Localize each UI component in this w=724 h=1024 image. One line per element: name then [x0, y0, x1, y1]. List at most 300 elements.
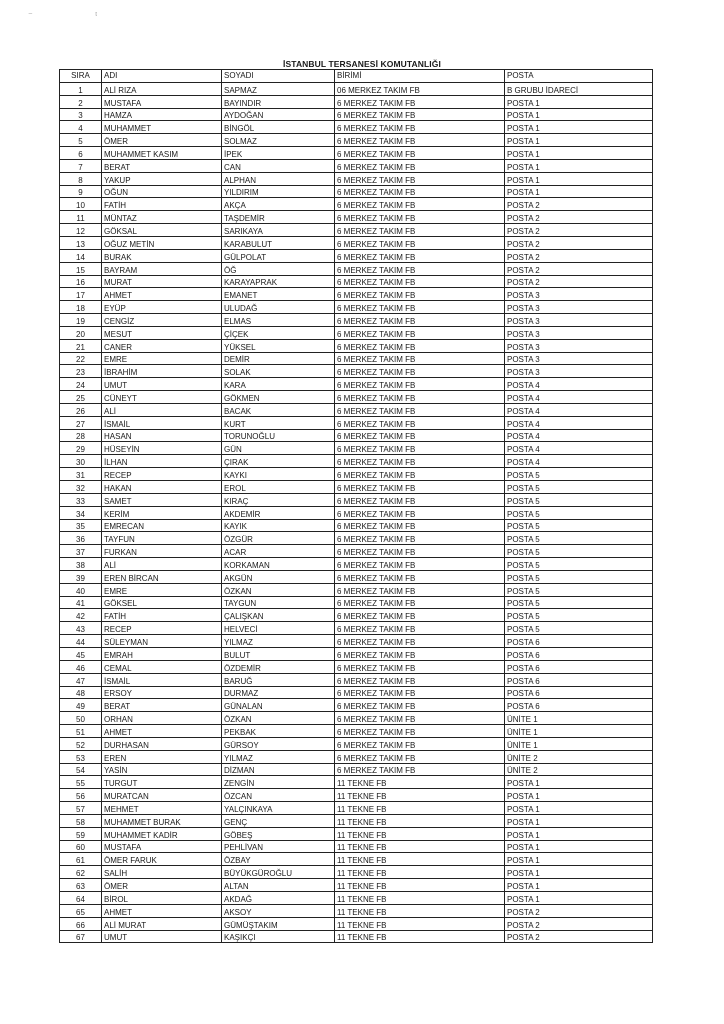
cell-birimi: 6 MERKEZ TAKIM FB — [335, 635, 505, 648]
cell-sira: 52 — [60, 737, 102, 750]
table-row — [60, 583, 653, 596]
cell-adi: MUHAMMET BURAK — [102, 814, 222, 827]
cell-soyadi: GÜLPOLAT — [222, 249, 335, 262]
cell-adi: BERAT — [102, 159, 222, 172]
cell-posta: POSTA 5 — [505, 609, 653, 622]
table-row — [60, 814, 653, 827]
table-row — [60, 249, 653, 262]
scan-marks: ⁻ ᵗ — [28, 10, 128, 20]
table-row — [60, 134, 653, 147]
cell-birimi: 6 MERKEZ TAKIM FB — [335, 673, 505, 686]
table-row — [60, 275, 653, 288]
cell-soyadi: AKDAĞ — [222, 892, 335, 905]
cell-soyadi: KURT — [222, 416, 335, 429]
cell-sira: 24 — [60, 378, 102, 391]
cell-adi: CANER — [102, 339, 222, 352]
cell-sira: 33 — [60, 493, 102, 506]
cell-birimi: 11 TEKNE FB — [335, 930, 505, 943]
cell-soyadi: YALÇINKAYA — [222, 802, 335, 815]
cell-posta: POSTA 1 — [505, 827, 653, 840]
cell-soyadi: GÜRSOY — [222, 737, 335, 750]
cell-soyadi: ÖZGÜR — [222, 532, 335, 545]
cell-sira: 65 — [60, 904, 102, 917]
cell-sira: 66 — [60, 917, 102, 930]
cell-birimi: 11 TEKNE FB — [335, 802, 505, 815]
table-row — [60, 622, 653, 635]
header-birimi: BİRİMİ — [335, 70, 505, 83]
cell-soyadi: KARA — [222, 378, 335, 391]
table-row — [60, 532, 653, 545]
cell-soyadi: TORUNOĞLU — [222, 429, 335, 442]
cell-adi: TAYFUN — [102, 532, 222, 545]
cell-sira: 10 — [60, 198, 102, 211]
cell-adi: GÖKSEL — [102, 596, 222, 609]
cell-soyadi: AYDOĞAN — [222, 108, 335, 121]
cell-soyadi: ÇİÇEK — [222, 326, 335, 339]
cell-posta: POSTA 2 — [505, 236, 653, 249]
cell-posta: POSTA 5 — [505, 532, 653, 545]
cell-posta: POSTA 4 — [505, 429, 653, 442]
cell-soyadi: GÜN — [222, 442, 335, 455]
cell-adi: HASAN — [102, 429, 222, 442]
table-row — [60, 314, 653, 327]
cell-sira: 11 — [60, 211, 102, 224]
cell-adi: MURAT — [102, 275, 222, 288]
cell-soyadi: ÇIRAK — [222, 455, 335, 468]
cell-adi: İSMAİL — [102, 416, 222, 429]
cell-sira: 38 — [60, 558, 102, 571]
cell-posta: POSTA 5 — [505, 468, 653, 481]
cell-sira: 32 — [60, 481, 102, 494]
cell-adi: İSMAİL — [102, 673, 222, 686]
cell-posta: POSTA 6 — [505, 635, 653, 648]
cell-soyadi: KAŞIKÇI — [222, 930, 335, 943]
cell-posta: POSTA 2 — [505, 224, 653, 237]
cell-adi: ÖMER — [102, 134, 222, 147]
cell-adi: MUHAMMET KADİR — [102, 827, 222, 840]
cell-birimi: 6 MERKEZ TAKIM FB — [335, 481, 505, 494]
cell-adi: BAYRAM — [102, 262, 222, 275]
cell-birimi: 6 MERKEZ TAKIM FB — [335, 596, 505, 609]
cell-sira: 18 — [60, 301, 102, 314]
cell-posta: POSTA 3 — [505, 352, 653, 365]
cell-posta: POSTA 5 — [505, 481, 653, 494]
cell-soyadi: YILDIRIM — [222, 185, 335, 198]
cell-soyadi: GÖBEŞ — [222, 827, 335, 840]
cell-adi: YASİN — [102, 763, 222, 776]
cell-posta: ÜNİTE 1 — [505, 712, 653, 725]
cell-sira: 12 — [60, 224, 102, 237]
table-row — [60, 224, 653, 237]
cell-birimi: 6 MERKEZ TAKIM FB — [335, 532, 505, 545]
personnel-table — [59, 69, 653, 943]
cell-posta: POSTA 6 — [505, 660, 653, 673]
cell-sira: 55 — [60, 776, 102, 789]
cell-birimi: 11 TEKNE FB — [335, 789, 505, 802]
cell-adi: EREN BİRCAN — [102, 570, 222, 583]
cell-adi: AHMET — [102, 288, 222, 301]
cell-sira: 14 — [60, 249, 102, 262]
cell-sira: 4 — [60, 121, 102, 134]
cell-soyadi: BARUĞ — [222, 673, 335, 686]
cell-adi: UMUT — [102, 378, 222, 391]
cell-adi: MUHAMMET — [102, 121, 222, 134]
cell-sira: 60 — [60, 840, 102, 853]
table-row — [60, 185, 653, 198]
cell-soyadi: SOLMAZ — [222, 134, 335, 147]
cell-sira: 26 — [60, 403, 102, 416]
cell-adi: ALİ MURAT — [102, 917, 222, 930]
cell-posta: POSTA 2 — [505, 917, 653, 930]
table-row — [60, 750, 653, 763]
cell-adi: ÖMER FARUK — [102, 853, 222, 866]
cell-soyadi: ALPHAN — [222, 172, 335, 185]
cell-posta: POSTA 1 — [505, 853, 653, 866]
cell-soyadi: ÖZKAN — [222, 583, 335, 596]
cell-sira: 6 — [60, 147, 102, 160]
cell-sira: 59 — [60, 827, 102, 840]
cell-posta: POSTA 4 — [505, 378, 653, 391]
cell-adi: MESUT — [102, 326, 222, 339]
cell-adi: GÖKSAL — [102, 224, 222, 237]
table-row — [60, 673, 653, 686]
cell-adi: MUSTAFA — [102, 840, 222, 853]
cell-adi: ERSOY — [102, 686, 222, 699]
cell-posta: POSTA 6 — [505, 699, 653, 712]
cell-adi: TURGUT — [102, 776, 222, 789]
table-row — [60, 789, 653, 802]
cell-sira: 53 — [60, 750, 102, 763]
cell-adi: ALİ — [102, 558, 222, 571]
cell-birimi: 6 MERKEZ TAKIM FB — [335, 660, 505, 673]
cell-birimi: 6 MERKEZ TAKIM FB — [335, 326, 505, 339]
cell-sira: 62 — [60, 866, 102, 879]
cell-adi: SALİH — [102, 866, 222, 879]
cell-adi: EMRAH — [102, 647, 222, 660]
cell-birimi: 6 MERKEZ TAKIM FB — [335, 725, 505, 738]
cell-sira: 2 — [60, 95, 102, 108]
cell-adi: BERAT — [102, 699, 222, 712]
cell-posta: POSTA 5 — [505, 583, 653, 596]
cell-adi: FATİH — [102, 609, 222, 622]
cell-birimi: 6 MERKEZ TAKIM FB — [335, 763, 505, 776]
cell-birimi: 6 MERKEZ TAKIM FB — [335, 121, 505, 134]
cell-posta: POSTA 6 — [505, 686, 653, 699]
cell-posta: POSTA 1 — [505, 840, 653, 853]
cell-sira: 50 — [60, 712, 102, 725]
cell-posta: POSTA 3 — [505, 288, 653, 301]
cell-posta: ÜNİTE 1 — [505, 725, 653, 738]
table-row — [60, 827, 653, 840]
cell-adi: ORHAN — [102, 712, 222, 725]
cell-adi: ALİ — [102, 403, 222, 416]
cell-posta: POSTA 3 — [505, 326, 653, 339]
cell-birimi: 6 MERKEZ TAKIM FB — [335, 339, 505, 352]
cell-posta: POSTA 5 — [505, 545, 653, 558]
cell-soyadi: KARABULUT — [222, 236, 335, 249]
cell-soyadi: HELVECİ — [222, 622, 335, 635]
cell-soyadi: BULUT — [222, 647, 335, 660]
cell-posta: POSTA 5 — [505, 493, 653, 506]
cell-birimi: 11 TEKNE FB — [335, 853, 505, 866]
cell-sira: 44 — [60, 635, 102, 648]
page-title: İSTANBUL TERSANESİ KOMUTANLIĞI — [283, 59, 441, 69]
cell-birimi: 6 MERKEZ TAKIM FB — [335, 134, 505, 147]
cell-adi: SAMET — [102, 493, 222, 506]
cell-adi: SÜLEYMAN — [102, 635, 222, 648]
table-row — [60, 660, 653, 673]
cell-birimi: 6 MERKEZ TAKIM FB — [335, 249, 505, 262]
cell-soyadi: KIRAÇ — [222, 493, 335, 506]
cell-soyadi: KARAYAPRAK — [222, 275, 335, 288]
cell-soyadi: BAYINDIR — [222, 95, 335, 108]
cell-birimi: 6 MERKEZ TAKIM FB — [335, 172, 505, 185]
cell-soyadi: GÜNALAN — [222, 699, 335, 712]
cell-posta: POSTA 4 — [505, 391, 653, 404]
cell-birimi: 06 MERKEZ TAKIM FB — [335, 82, 505, 95]
cell-sira: 3 — [60, 108, 102, 121]
cell-posta: POSTA 6 — [505, 673, 653, 686]
cell-posta: POSTA 2 — [505, 249, 653, 262]
table-row — [60, 121, 653, 134]
table-row — [60, 493, 653, 506]
cell-soyadi: DİZMAN — [222, 763, 335, 776]
cell-sira: 7 — [60, 159, 102, 172]
cell-adi: MUSTAFA — [102, 95, 222, 108]
cell-adi: BURAK — [102, 249, 222, 262]
cell-sira: 47 — [60, 673, 102, 686]
header-soyadi: SOYADI — [222, 70, 335, 83]
cell-soyadi: AKSOY — [222, 904, 335, 917]
cell-birimi: 6 MERKEZ TAKIM FB — [335, 159, 505, 172]
cell-sira: 64 — [60, 892, 102, 905]
cell-soyadi: DURMAZ — [222, 686, 335, 699]
cell-sira: 58 — [60, 814, 102, 827]
cell-posta: ÜNİTE 2 — [505, 750, 653, 763]
cell-posta: POSTA 4 — [505, 403, 653, 416]
cell-posta: POSTA 1 — [505, 134, 653, 147]
cell-birimi: 6 MERKEZ TAKIM FB — [335, 236, 505, 249]
cell-posta: POSTA 1 — [505, 108, 653, 121]
cell-soyadi: KAYIK — [222, 519, 335, 532]
cell-adi: OĞUN — [102, 185, 222, 198]
cell-adi: EMRE — [102, 583, 222, 596]
cell-birimi: 6 MERKEZ TAKIM FB — [335, 403, 505, 416]
header-sira: SIRA — [60, 70, 102, 83]
cell-sira: 51 — [60, 725, 102, 738]
cell-soyadi: BÜYÜKGÜROĞLU — [222, 866, 335, 879]
cell-posta: POSTA 4 — [505, 442, 653, 455]
cell-sira: 29 — [60, 442, 102, 455]
cell-adi: HAKAN — [102, 481, 222, 494]
cell-posta: POSTA 1 — [505, 892, 653, 905]
cell-birimi: 6 MERKEZ TAKIM FB — [335, 545, 505, 558]
cell-sira: 39 — [60, 570, 102, 583]
cell-adi: EREN — [102, 750, 222, 763]
cell-birimi: 6 MERKEZ TAKIM FB — [335, 570, 505, 583]
table-row — [60, 635, 653, 648]
header-adi: ADI — [102, 70, 222, 83]
cell-birimi: 11 TEKNE FB — [335, 879, 505, 892]
table-row — [60, 442, 653, 455]
table-row — [60, 866, 653, 879]
table-row — [60, 647, 653, 660]
cell-soyadi: SAPMAZ — [222, 82, 335, 95]
cell-adi: AHMET — [102, 725, 222, 738]
cell-soyadi: CAN — [222, 159, 335, 172]
cell-birimi: 6 MERKEZ TAKIM FB — [335, 583, 505, 596]
cell-sira: 21 — [60, 339, 102, 352]
cell-birimi: 6 MERKEZ TAKIM FB — [335, 622, 505, 635]
table-row — [60, 468, 653, 481]
cell-adi: DURHASAN — [102, 737, 222, 750]
cell-adi: EYÜP — [102, 301, 222, 314]
cell-sira: 9 — [60, 185, 102, 198]
cell-birimi: 11 TEKNE FB — [335, 892, 505, 905]
table-row — [60, 506, 653, 519]
cell-soyadi: GENÇ — [222, 814, 335, 827]
cell-soyadi: SARIKAYA — [222, 224, 335, 237]
table-row — [60, 352, 653, 365]
table-row — [60, 339, 653, 352]
table-row — [60, 236, 653, 249]
cell-birimi: 6 MERKEZ TAKIM FB — [335, 712, 505, 725]
cell-posta: POSTA 1 — [505, 814, 653, 827]
cell-adi: MEHMET — [102, 802, 222, 815]
cell-birimi: 6 MERKEZ TAKIM FB — [335, 468, 505, 481]
table-row — [60, 262, 653, 275]
cell-posta: POSTA 1 — [505, 172, 653, 185]
cell-birimi: 11 TEKNE FB — [335, 840, 505, 853]
table-row — [60, 108, 653, 121]
cell-posta: POSTA 3 — [505, 339, 653, 352]
cell-soyadi: KAYKI — [222, 468, 335, 481]
cell-soyadi: GÖKMEN — [222, 391, 335, 404]
cell-posta: POSTA 5 — [505, 506, 653, 519]
cell-soyadi: ÇALIŞKAN — [222, 609, 335, 622]
cell-sira: 63 — [60, 879, 102, 892]
table-row — [60, 904, 653, 917]
table-row — [60, 403, 653, 416]
cell-posta: POSTA 2 — [505, 211, 653, 224]
cell-adi: ALİ RIZA — [102, 82, 222, 95]
table-row — [60, 917, 653, 930]
cell-birimi: 6 MERKEZ TAKIM FB — [335, 750, 505, 763]
cell-adi: İBRAHİM — [102, 365, 222, 378]
cell-sira: 34 — [60, 506, 102, 519]
table-row — [60, 892, 653, 905]
cell-birimi: 6 MERKEZ TAKIM FB — [335, 391, 505, 404]
cell-posta: POSTA 5 — [505, 570, 653, 583]
cell-posta: POSTA 1 — [505, 159, 653, 172]
cell-posta: POSTA 1 — [505, 789, 653, 802]
cell-sira: 19 — [60, 314, 102, 327]
cell-adi: EMRECAN — [102, 519, 222, 532]
cell-birimi: 6 MERKEZ TAKIM FB — [335, 737, 505, 750]
cell-sira: 56 — [60, 789, 102, 802]
cell-birimi: 6 MERKEZ TAKIM FB — [335, 378, 505, 391]
cell-posta: POSTA 4 — [505, 455, 653, 468]
cell-adi: MUHAMMET KASIM — [102, 147, 222, 160]
cell-sira: 20 — [60, 326, 102, 339]
cell-soyadi: EMANET — [222, 288, 335, 301]
cell-soyadi: PEKBAK — [222, 725, 335, 738]
cell-soyadi: ÖZDEMİR — [222, 660, 335, 673]
table-row — [60, 879, 653, 892]
cell-sira: 23 — [60, 365, 102, 378]
cell-posta: POSTA 1 — [505, 121, 653, 134]
cell-posta: POSTA 1 — [505, 185, 653, 198]
table-row — [60, 288, 653, 301]
cell-soyadi: ELMAS — [222, 314, 335, 327]
cell-posta: POSTA 5 — [505, 596, 653, 609]
table-row — [60, 763, 653, 776]
cell-soyadi: YILMAZ — [222, 635, 335, 648]
table-row — [60, 211, 653, 224]
cell-birimi: 11 TEKNE FB — [335, 904, 505, 917]
cell-birimi: 6 MERKEZ TAKIM FB — [335, 288, 505, 301]
cell-birimi: 6 MERKEZ TAKIM FB — [335, 275, 505, 288]
cell-posta: ÜNİTE 1 — [505, 737, 653, 750]
cell-sira: 40 — [60, 583, 102, 596]
cell-birimi: 6 MERKEZ TAKIM FB — [335, 609, 505, 622]
table-row — [60, 609, 653, 622]
cell-soyadi: İPEK — [222, 147, 335, 160]
table-row — [60, 712, 653, 725]
cell-birimi: 6 MERKEZ TAKIM FB — [335, 699, 505, 712]
table-row — [60, 391, 653, 404]
cell-sira: 41 — [60, 596, 102, 609]
cell-sira: 8 — [60, 172, 102, 185]
cell-posta: POSTA 2 — [505, 262, 653, 275]
cell-birimi: 6 MERKEZ TAKIM FB — [335, 262, 505, 275]
cell-birimi: 11 TEKNE FB — [335, 827, 505, 840]
cell-posta: POSTA 1 — [505, 802, 653, 815]
cell-birimi: 6 MERKEZ TAKIM FB — [335, 455, 505, 468]
table-row — [60, 481, 653, 494]
table-row — [60, 95, 653, 108]
table-header-row — [60, 70, 653, 83]
cell-sira: 35 — [60, 519, 102, 532]
table-row — [60, 545, 653, 558]
cell-birimi: 6 MERKEZ TAKIM FB — [335, 147, 505, 160]
table-row — [60, 840, 653, 853]
cell-soyadi: GÜMÜŞTAKIM — [222, 917, 335, 930]
cell-posta: POSTA 1 — [505, 879, 653, 892]
table-row — [60, 365, 653, 378]
cell-posta: ÜNİTE 2 — [505, 763, 653, 776]
table-row — [60, 596, 653, 609]
cell-posta: POSTA 4 — [505, 416, 653, 429]
table-row — [60, 416, 653, 429]
table-row — [60, 172, 653, 185]
cell-soyadi: ÖZBAY — [222, 853, 335, 866]
cell-soyadi: AKGÜN — [222, 570, 335, 583]
cell-posta: POSTA 2 — [505, 930, 653, 943]
cell-birimi: 6 MERKEZ TAKIM FB — [335, 416, 505, 429]
cell-sira: 5 — [60, 134, 102, 147]
cell-birimi: 6 MERKEZ TAKIM FB — [335, 365, 505, 378]
cell-sira: 61 — [60, 853, 102, 866]
cell-posta: POSTA 2 — [505, 904, 653, 917]
table-row — [60, 737, 653, 750]
cell-soyadi: YILMAZ — [222, 750, 335, 763]
cell-soyadi: BACAK — [222, 403, 335, 416]
cell-birimi: 11 TEKNE FB — [335, 866, 505, 879]
cell-adi: YAKUP — [102, 172, 222, 185]
cell-birimi: 11 TEKNE FB — [335, 917, 505, 930]
cell-sira: 31 — [60, 468, 102, 481]
